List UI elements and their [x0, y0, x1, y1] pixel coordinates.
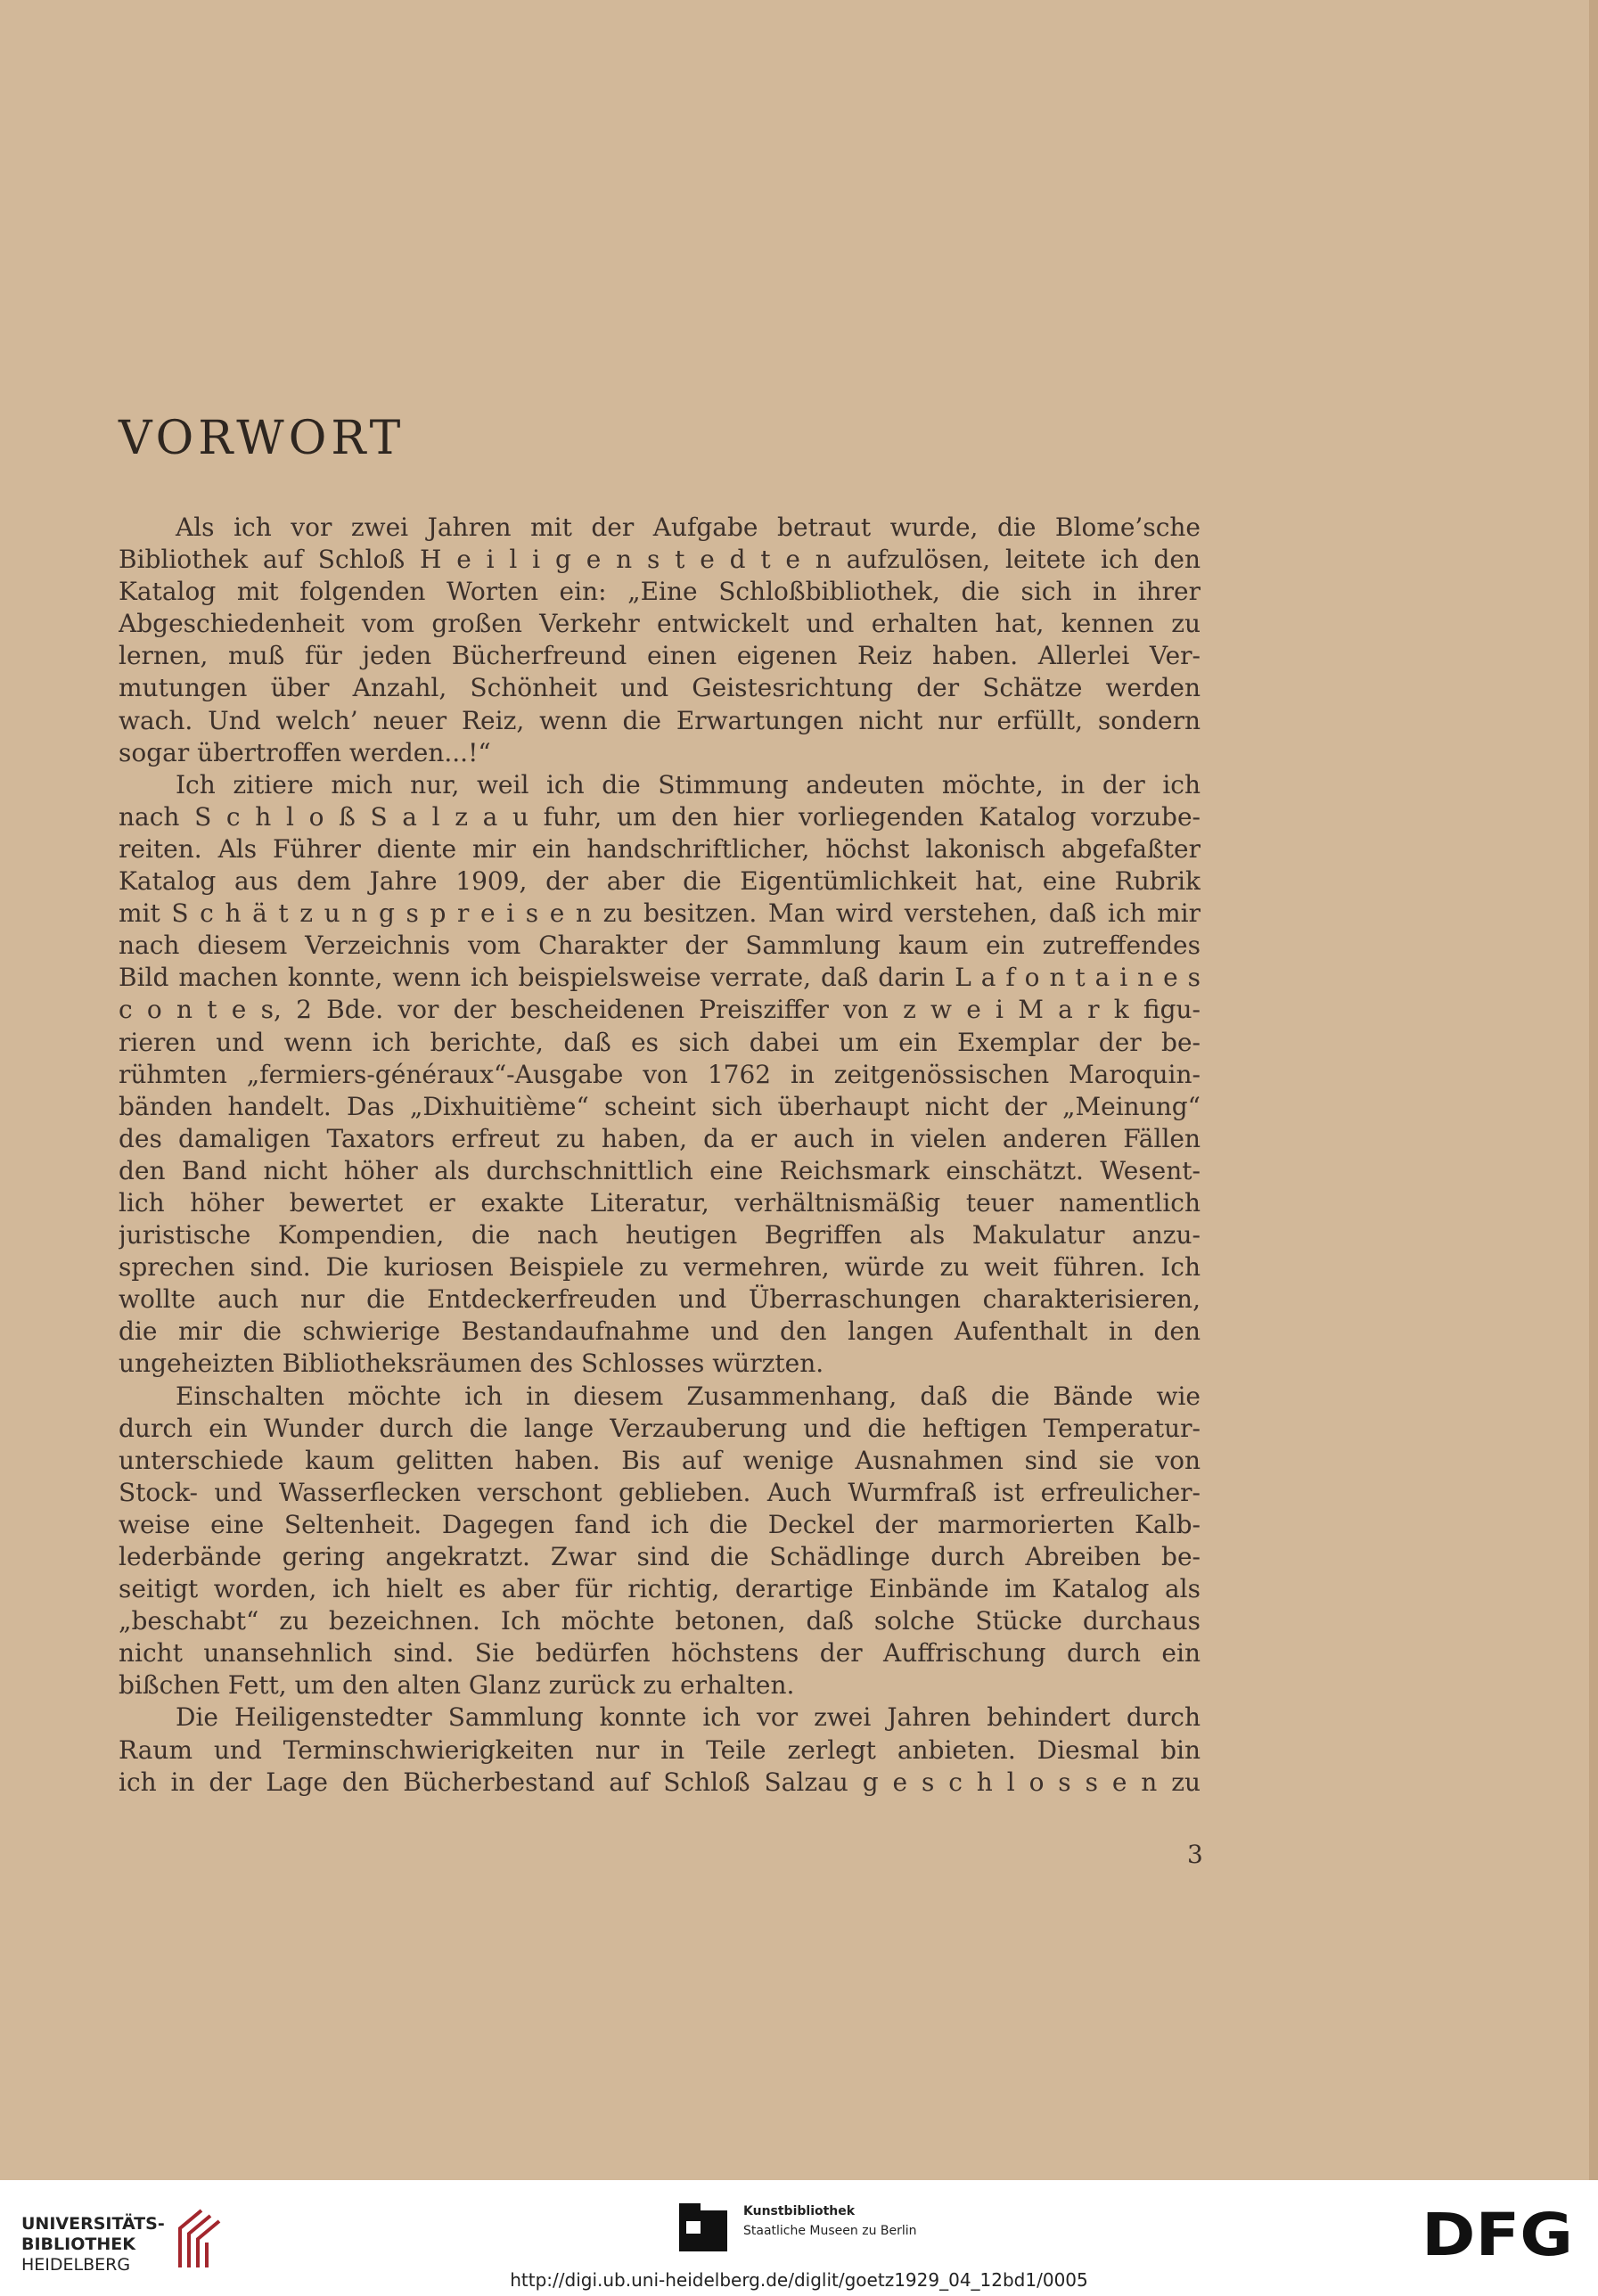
text-line: ungeheizten Bibliotheksräumen des Schlosses würzten. [119, 1349, 824, 1379]
kunstbibliothek-subtitle: Staatliche Museen zu Berlin [743, 2224, 917, 2238]
text-line: Katalog mit folgenden Worten ein: „Eine Schloßbibliothek, die sich in ihrer [119, 577, 1201, 607]
kunstbibliothek-name: Kunstbibliothek [743, 2204, 856, 2218]
text-line: c o n t e s, 2 Bde. vor der bescheidenen Preisziffer von z w e i M a r k figu- [119, 995, 1201, 1025]
text-line: lich höher bewertet er exakte Literatur, verhältnismäßig teuer namentlich [119, 1187, 1201, 1218]
text-line: juristische Kompendien, die nach heutigen Begriffen als Makulatur anzu- [119, 1220, 1201, 1250]
text-line: sprechen sind. Die kuriosen Beispiele zu vermehren, würde zu weit führen. Ich [119, 1252, 1201, 1283]
dfg-logo[interactable] [1422, 2207, 1578, 2260]
text-line: nach S c h l o ß S a l z a u fuhr, um den hier vorliegenden Katalog vorzube- [119, 801, 1201, 832]
text-line: mutungen über Anzahl, Schönheit und Geistesrichtung der Schätze werden [119, 673, 1201, 703]
text-line: Bibliothek auf Schloß H e i l i g e n s t e d t e n aufzulösen, leitete ich den [119, 545, 1201, 575]
dfg-logo-icon [1422, 2207, 1578, 2260]
text-line: unterschiede kaum gelitten haben. Bis auf wenige Ausnahmen sind sie von [119, 1445, 1201, 1475]
text-line: „beschabt“ zu bezeichnen. Ich möchte betonen, daß solche Stücke durchaus [119, 1606, 1201, 1636]
kunstbibliothek-logo[interactable] [679, 2198, 973, 2251]
text-line: bänden handelt. Das „Dixhuitième“ scheint sich überhaupt nicht der „Meinung“ [119, 1091, 1201, 1121]
page-edge [1589, 0, 1598, 2180]
text-line: Einschalten möchte ich in diesem Zusammenhang, daß die Bände wie [176, 1381, 1201, 1411]
text-line: lernen, muß für jeden Bücherfreund einen eigenen Reiz haben. Allerlei Ver- [119, 641, 1201, 671]
text-line: reiten. Als Führer diente mir ein handschriftlicher, höchst lakonisch abgefaßter [119, 833, 1201, 864]
page-heading: VORWORT [119, 412, 406, 465]
source-url[interactable]: http://digi.ub.uni-heidelberg.de/diglit/goetz1929_04_12bd1/0005 [510, 2269, 1088, 2291]
ub-line-3: HEIDELBERG [21, 2255, 131, 2275]
svg-text:DFG: DFG [1422, 2207, 1573, 2260]
page-number: 3 [1187, 1840, 1203, 1869]
text-line: die mir die schwierige Bestandaufnahme und den langen Aufenthalt in den [119, 1316, 1201, 1347]
ub-line-2: BIBLIOTHEK [21, 2234, 135, 2254]
text-line: weise eine Seltenheit. Dagegen fand ich die Deckel der marmorierten Kalb- [119, 1509, 1201, 1539]
kunstbibliothek-logo-icon [679, 2203, 727, 2251]
text-line: nicht unansehnlich sind. Sie bedürfen höchstens der Auffrischung durch ein [119, 1638, 1201, 1669]
text-line: Die Heiligenstedter Sammlung konnte ich vor zwei Jahren behindert durch [176, 1702, 1201, 1733]
text-line: nach diesem Verzeichnis vom Charakter der Sammlung kaum ein zutreffendes [119, 931, 1201, 961]
text-line: mit S c h ä t z u n g s p r e i s e n zu besitzen. Man wird verstehen, daß ich mir [119, 898, 1201, 929]
text-line: Stock- und Wasserflecken verschont geblieben. Auch Wurmfraß ist erfreulicher- [119, 1477, 1201, 1507]
text-line: bißchen Fett, um den alten Glanz zurück zu erhalten. [119, 1670, 795, 1701]
ub-line-1: UNIVERSITÄTS- [21, 2214, 165, 2234]
text-line: seitigt worden, ich hielt es aber für richtig, derartige Einbände im Katalog als [119, 1574, 1201, 1604]
text-line: ich in der Lage den Bücherbestand auf Schloß Salzau g e s c h l o s s e n zu [119, 1767, 1201, 1797]
text-line: wach. Und welch’ neuer Reiz, wenn die Erwartungen nicht nur erfüllt, sondern [119, 705, 1201, 735]
text-line: sogar übertroffen werden...!“ [119, 737, 491, 767]
text-line: Bild machen konnte, wenn ich beispielsweise verrate, daß darin L a f o n t a i n e s [119, 963, 1201, 993]
text-line: Als ich vor zwei Jahren mit der Aufgabe betraut wurde, die Blome’sche [176, 512, 1201, 542]
text-line: Raum und Terminschwierigkeiten nur in Teile zerlegt anbieten. Diesmal bin [119, 1734, 1201, 1765]
text-line: des damaligen Taxators erfreut zu haben, da er auch in vielen anderen Fällen [119, 1123, 1201, 1153]
ub-heidelberg-logo-icon [162, 2207, 234, 2269]
text-line: Katalog aus dem Jahre 1909, der aber die Eigentümlichkeit hat, eine Rubrik [119, 866, 1201, 897]
body-text [119, 512, 1201, 1799]
ub-heidelberg-text [21, 2214, 164, 2276]
text-line: Abgeschiedenheit vom großen Verkehr entwickelt und erhalten hat, kennen zu [119, 609, 1201, 639]
ub-heidelberg-logo[interactable] [21, 2207, 226, 2275]
text-line: lederbände gering angekratzt. Zwar sind die Schädlinge durch Abreiben be- [119, 1542, 1201, 1571]
footer [0, 2180, 1598, 2296]
text-line: rieren und wenn ich berichte, daß es sich dabei um ein Exemplar der be- [119, 1027, 1201, 1057]
text-line: Ich zitiere mich nur, weil ich die Stimmung andeuten möchte, in der ich [176, 769, 1201, 800]
text-line: wollte auch nur die Entdeckerfreuden und Überraschungen charakterisieren, [119, 1284, 1201, 1315]
text-line: durch ein Wunder durch die lange Verzauberung und die heftigen Temperatur- [119, 1413, 1201, 1443]
text-line: den Band nicht höher als durchschnittlich eine Reichsmark einschätzt. Wesent- [119, 1155, 1201, 1185]
kunstbibliothek-text [743, 2202, 917, 2241]
text-line: rühmten „fermiers-généraux“-Ausgabe von 1762 in zeitgenössischen Maroquin- [119, 1059, 1201, 1089]
